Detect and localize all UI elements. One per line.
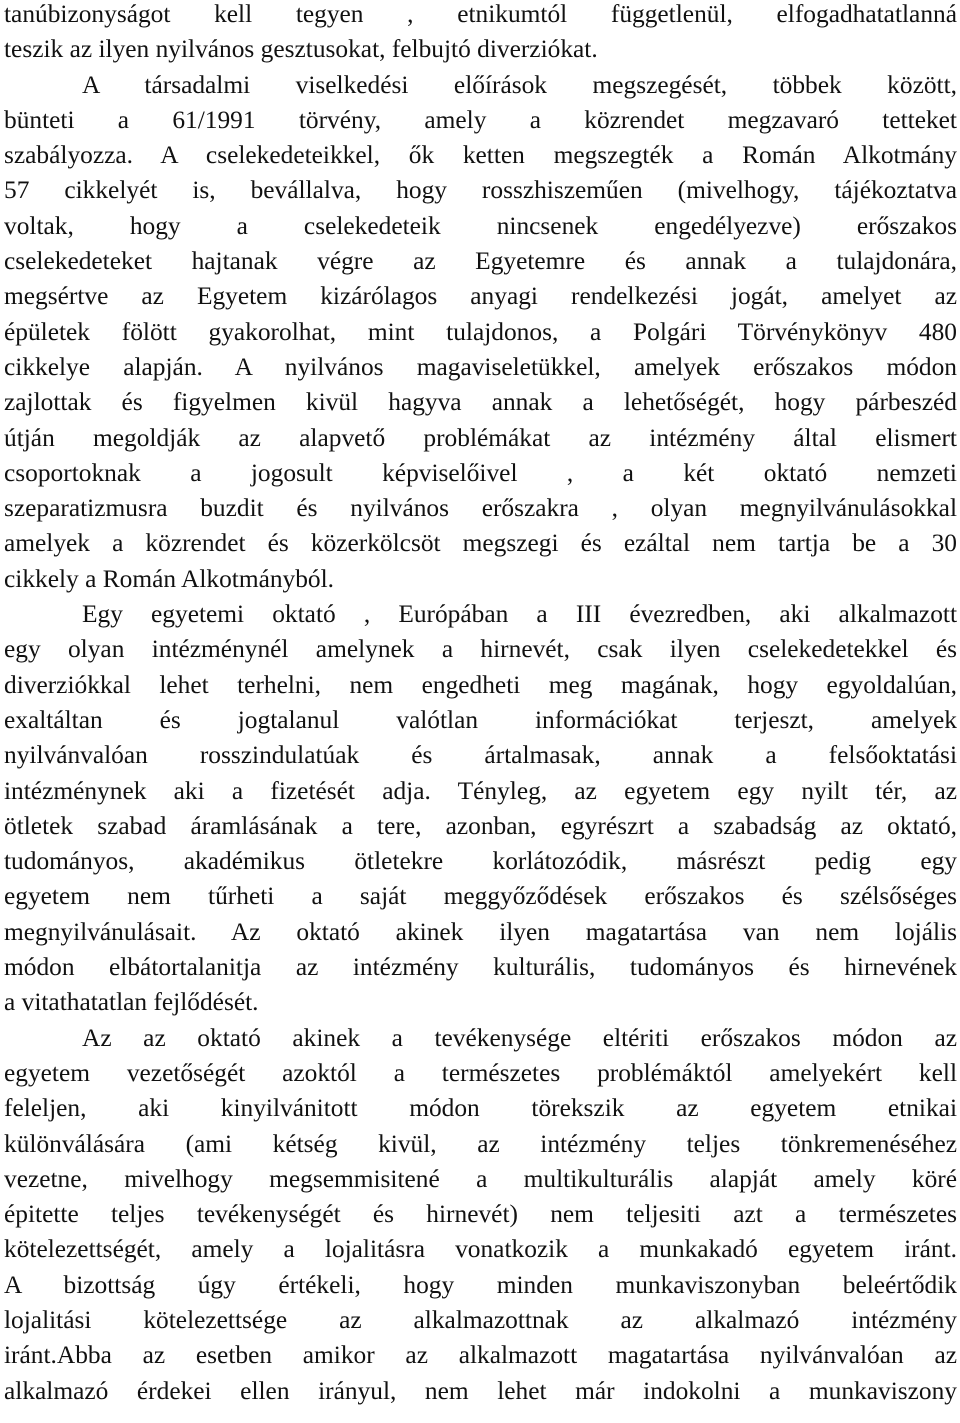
text-line: egy olyan intézménynél amelynek a hirnevét, csak ilyen cselekedetekkel és	[4, 635, 957, 664]
text-line: intézménynek aki a fizetését adja. Tényleg, az egyetem egy nyilt tér, az	[4, 776, 957, 805]
text-line: szeparatizmusra buzdit és nyilvános erőszakra , olyan megnyilvánulásokkal	[4, 494, 957, 523]
text-line: egyetem nem tűrheti a saját meggyőződések erőszakos és szélsőséges	[4, 882, 957, 911]
text-line: 57 cikkelyét is, bevállalva, hogy rosszhiszeműen (mivelhogy, tájékoztatva	[4, 176, 957, 205]
text-line: tanúbizonyságot kell tegyen , etnikumtól függetlenül, elfogadhatatlanná	[4, 0, 957, 28]
text-line: egyetem vezetőségét azoktól a természetes problémáktól amelyekért kell	[4, 1058, 957, 1087]
text-line: Az az oktató akinek a tevékenysége eltériti erőszakos módon az	[82, 1023, 957, 1052]
text-line: épületek fölött gyakorolhat, mint tulajdonos, a Polgári Törvénykönyv 480	[4, 317, 957, 346]
text-line: ötletek szabad áramlásának a tere, azonban, egyrészrt a szabadság az oktató,	[4, 811, 957, 840]
text-line: szabályozza. A cselekedeteikkel, ők ketten megszegték a Román Alkotmány	[4, 141, 957, 170]
text-line: cikkely a Román Alkotmányból.	[4, 564, 335, 593]
text-line: voltak, hogy a cselekedeteik nincsenek engedélyezve) erőszakos	[4, 211, 957, 240]
text-line: kötelezettségét, amely a lojalitásra vonatkozik a munkakadó egyetem iránt.	[4, 1235, 957, 1264]
text-line: különválására (ami kétség kivül, az intézmény teljes tönkremenéséhez	[4, 1129, 957, 1158]
text-line: a vitathatatlan fejlődését.	[4, 988, 259, 1017]
text-line: útján megoldják az alapvető problémákat az intézmény által elismert	[4, 423, 957, 452]
text-line: exaltáltan és jogtalanul valótlan információkat terjeszt, amelyek	[4, 705, 957, 734]
text-line: iránt.Abba az esetben amikor az alkalmazott magatartása nyilvánvalóan az	[4, 1341, 957, 1370]
text-line: diverziókkal lehet terhelni, nem engedheti meg magának, hogy egyoldalúan,	[4, 670, 957, 699]
text-line: amelyek a közrendet és közerkölcsöt megszegi és ezáltal nem tartja be a 30	[4, 529, 957, 558]
paragraph-3	[4, 1021, 957, 1409]
text-line: megnyilvánulásait. Az oktató akinek ilyen magatartása van nem lojális	[4, 917, 957, 946]
text-line: zajlottak és figyelmen kivül hagyva annak a lehetőségét, hogy párbeszéd	[4, 388, 957, 417]
text-line: A bizottság úgy értékeli, hogy minden munkaviszonyban beleértődik	[4, 1270, 957, 1299]
text-line: bünteti a 61/1991 törvény, amely a közrendet megzavaró tetteket	[4, 105, 957, 134]
text-line: vezetne, mivelhogy megsemmisitené a multikulturális alapját amely köré	[4, 1164, 957, 1193]
text-line: alkalmazó érdekei ellen irányul, nem lehet már indokolni a munkaviszony	[4, 1376, 957, 1405]
text-line: A társadalmi viselkedési előírások megszegését, többek között,	[82, 70, 957, 99]
text-line: épitette teljes tevékenységét és hirnevét) nem teljesiti azt a természetes	[4, 1200, 957, 1229]
text-line: lojalitási kötelezettsége az alkalmazottnak az alkalmazó intézmény	[4, 1305, 957, 1334]
text-line: nyilvánvalóan rosszindulatúak és ártalmasak, annak a felsőoktatási	[4, 741, 957, 770]
text-line: megsértve az Egyetem kizárólagos anyagi rendelkezési jogát, amelyet az	[4, 282, 957, 311]
text-line: módon elbátortalanitja az intézmény kulturális, tudományos és hirnevének	[4, 953, 957, 982]
text-line: cselekedeteket hajtanak végre az Egyetemre és annak a tulajdonára,	[4, 247, 957, 276]
text-line: cikkelye alapján. A nyilvános magaviseletükkel, amelyek erőszakos módon	[4, 352, 957, 381]
text-line: teszik az ilyen nyilvános gesztusokat, felbujtó diverziókat.	[4, 35, 598, 64]
paragraph-2	[4, 597, 957, 1021]
text-line: Egy egyetemi oktató , Európában a III évezredben, aki alkalmazott	[82, 600, 957, 629]
text-line: csoportoknak a jogosult képviselőivel , a két oktató nemzeti	[4, 458, 957, 487]
text-line: tudományos, akadémikus ötletekre korlátozódik, másrészt pedig egy	[4, 847, 957, 876]
paragraph-1	[4, 0, 957, 597]
text-line: feleljen, aki kinyilvánitott módon törekszik az egyetem etnikai	[4, 1094, 957, 1123]
